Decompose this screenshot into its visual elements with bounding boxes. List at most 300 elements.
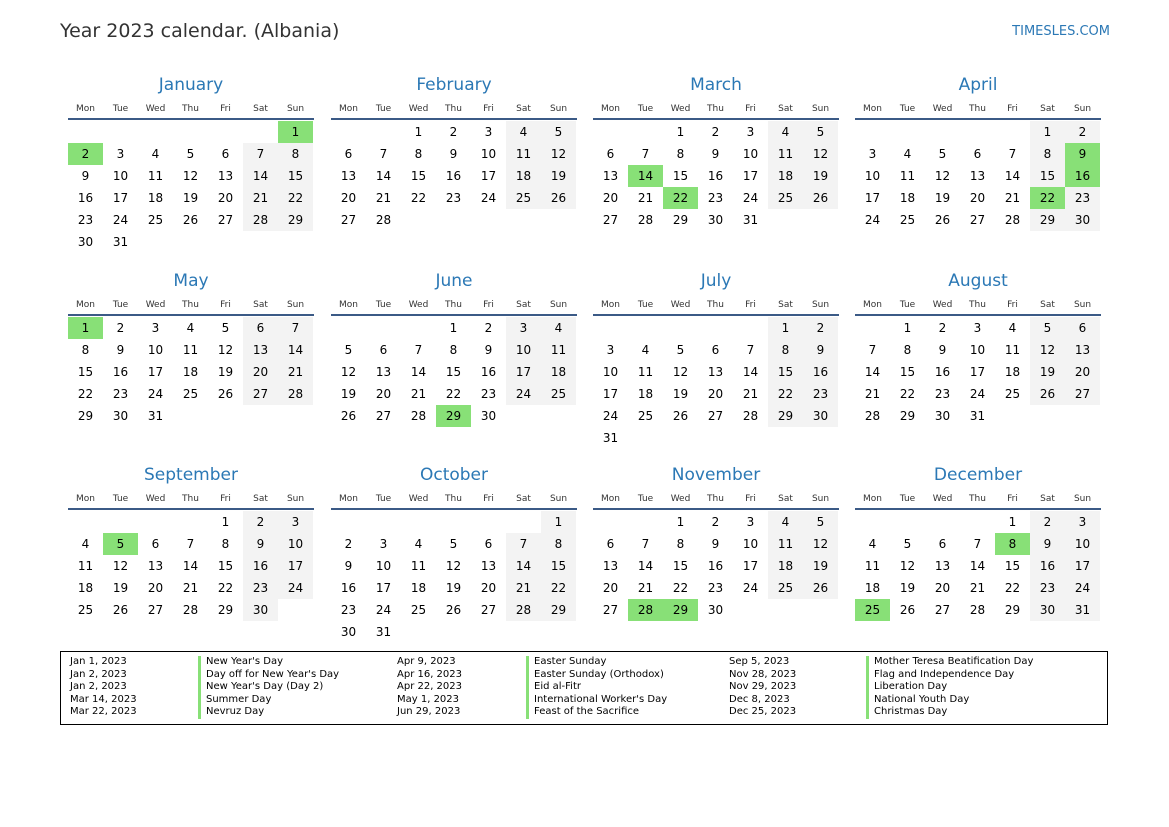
holiday-name: Day off for New Year's Day — [206, 668, 340, 680]
day-cell: 24 — [506, 383, 541, 405]
day-cell: 21 — [969, 581, 986, 595]
day-grid — [68, 511, 314, 643]
day-cell: 3 — [746, 125, 755, 139]
weekday-label: Sat — [778, 300, 793, 310]
weekday-label: Fri — [483, 300, 494, 310]
day-cell: 19 — [672, 387, 689, 401]
weekday-label: Thu — [707, 300, 724, 310]
day-cell: 20 — [217, 191, 234, 205]
weekday-label: Thu — [969, 104, 986, 114]
day-cell: 21 — [278, 361, 313, 383]
day-cell: 28 — [1004, 213, 1021, 227]
day-cell: 31 — [375, 625, 392, 639]
day-cell: 18 — [899, 191, 916, 205]
weekday-label: Sat — [253, 104, 268, 114]
holiday-name: Nevruz Day — [206, 706, 265, 718]
weekday-label: Wed — [670, 494, 691, 504]
weekday-label: Sat — [516, 494, 531, 504]
day-grid — [331, 317, 577, 449]
weekday-label: Sat — [253, 300, 268, 310]
day-cell: 26 — [541, 187, 576, 209]
day-cell: 25 — [541, 383, 576, 405]
legend-color-bar — [526, 656, 529, 719]
day-cell: 6 — [973, 147, 982, 161]
header-rule — [855, 314, 1101, 316]
day-cell: 14 — [637, 559, 654, 573]
weekday-label: Thu — [969, 494, 986, 504]
day-grid — [331, 511, 577, 643]
day-cell: 11 — [1004, 343, 1021, 357]
weekday-label: Sat — [516, 300, 531, 310]
day-cell: 31 — [602, 431, 619, 445]
month-july — [593, 266, 839, 449]
day-cell: 30 — [803, 405, 838, 427]
weekday-label: Sat — [516, 104, 531, 114]
day-cell: 8 — [449, 343, 458, 357]
day-cell: 8 — [278, 143, 313, 165]
day-cell: 3 — [379, 537, 388, 551]
weekday-label: Thu — [445, 300, 462, 310]
day-cell: 27 — [934, 603, 951, 617]
day-cell: 16 — [112, 365, 129, 379]
weekday-label: Mon — [339, 300, 358, 310]
day-cell: 20 — [602, 191, 619, 205]
day-cell: 5 — [344, 343, 353, 357]
weekday-label: Fri — [745, 300, 756, 310]
month-november — [593, 460, 839, 643]
day-cell: 24 — [602, 409, 619, 423]
day-cell: 8 — [676, 537, 685, 551]
day-cell: 12 — [541, 143, 576, 165]
holiday-name: Mother Teresa Beatification Day — [874, 656, 1034, 667]
day-cell: 12 — [340, 365, 357, 379]
day-cell: 22 — [541, 577, 576, 599]
day-cell: 17 — [742, 559, 759, 573]
day-cell: 31 — [147, 409, 164, 423]
holiday-day-cell: 16 — [1065, 165, 1100, 187]
day-cell: 10 — [506, 339, 541, 361]
day-cell: 26 — [672, 409, 689, 423]
day-cell: 16 — [707, 559, 724, 573]
header-rule — [593, 508, 839, 510]
day-cell: 2 — [344, 537, 353, 551]
day-cell: 30 — [243, 599, 278, 621]
day-cell: 10 — [480, 147, 497, 161]
weekday-label: Mon — [76, 300, 95, 310]
day-cell: 9 — [711, 147, 720, 161]
weekday-header — [331, 490, 577, 508]
weekday-label: Sat — [1040, 494, 1055, 504]
day-cell: 9 — [449, 147, 458, 161]
day-cell: 24 — [969, 387, 986, 401]
day-cell: 3 — [606, 343, 615, 357]
holiday-name: Easter Sunday (Orthodox) — [534, 668, 664, 680]
day-cell: 28 — [742, 409, 759, 423]
weekday-label: Fri — [745, 494, 756, 504]
weekday-label: Thu — [182, 300, 199, 310]
day-cell: 8 — [768, 339, 803, 361]
day-cell: 3 — [116, 147, 125, 161]
day-cell: 15 — [445, 365, 462, 379]
weekday-label: Thu — [445, 494, 462, 504]
day-cell: 23 — [445, 191, 462, 205]
day-cell: 28 — [182, 603, 199, 617]
day-cell: 4 — [186, 321, 195, 335]
weekday-label: Wed — [408, 104, 429, 114]
legend-color-bar — [198, 656, 201, 719]
day-cell: 4 — [903, 147, 912, 161]
day-cell: 13 — [969, 169, 986, 183]
day-cell: 5 — [676, 343, 685, 357]
day-cell: 11 — [410, 559, 427, 573]
day-cell: 8 — [1030, 143, 1065, 165]
day-cell: 3 — [278, 511, 313, 533]
day-cell: 15 — [278, 165, 313, 187]
day-cell: 19 — [541, 165, 576, 187]
day-cell: 9 — [243, 533, 278, 555]
day-grid — [593, 121, 839, 253]
holiday-date: Nov 29, 2023 — [729, 681, 797, 693]
brand-link[interactable]: TIMESLES.COM — [1012, 24, 1110, 39]
weekday-label: Tue — [637, 494, 654, 504]
weekday-label: Thu — [182, 494, 199, 504]
day-grid — [331, 121, 577, 253]
header-rule — [68, 508, 314, 510]
day-cell: 13 — [602, 559, 619, 573]
holiday-date: Nov 28, 2023 — [729, 668, 797, 680]
weekday-label: Tue — [112, 494, 129, 504]
day-grid — [68, 121, 314, 253]
day-cell: 17 — [864, 191, 881, 205]
weekday-label: Tue — [112, 300, 129, 310]
weekday-label: Mon — [76, 104, 95, 114]
weekday-label: Sat — [1040, 104, 1055, 114]
month-june — [331, 266, 577, 449]
day-cell: 22 — [1004, 581, 1021, 595]
day-cell: 18 — [768, 165, 803, 187]
day-cell: 24 — [742, 191, 759, 205]
day-cell: 27 — [340, 213, 357, 227]
weekday-label: Wed — [932, 494, 953, 504]
weekday-label: Fri — [1007, 104, 1018, 114]
weekday-label: Mon — [863, 494, 882, 504]
day-cell: 23 — [480, 387, 497, 401]
day-cell: 3 — [506, 317, 541, 339]
header-rule — [68, 118, 314, 120]
day-cell: 23 — [340, 603, 357, 617]
weekday-label: Sun — [811, 494, 830, 504]
month-december — [855, 460, 1101, 643]
legend-color-bar — [866, 656, 869, 719]
day-cell: 16 — [1030, 555, 1065, 577]
day-cell: 5 — [803, 121, 838, 143]
day-cell: 7 — [379, 147, 388, 161]
month-august — [855, 266, 1101, 449]
day-cell: 26 — [1030, 383, 1065, 405]
day-cell: 2 — [711, 515, 720, 529]
day-cell: 20 — [1065, 361, 1100, 383]
holiday-day-cell: 5 — [103, 533, 138, 555]
holiday-day-cell: 29 — [436, 405, 471, 427]
holiday-date: Apr 22, 2023 — [397, 681, 463, 693]
day-cell: 12 — [182, 169, 199, 183]
day-cell: 2 — [938, 321, 947, 335]
legend-names — [206, 656, 339, 719]
holiday-day-cell: 22 — [1030, 187, 1065, 209]
page-title: Year 2023 calendar. (Albania) — [60, 20, 340, 42]
day-cell: 1 — [221, 515, 230, 529]
day-cell: 15 — [217, 559, 234, 573]
day-cell: 23 — [1065, 187, 1100, 209]
day-cell: 28 — [375, 213, 392, 227]
weekday-label: Wed — [932, 300, 953, 310]
day-cell: 11 — [147, 169, 164, 183]
day-cell: 23 — [1030, 577, 1065, 599]
day-cell: 21 — [637, 581, 654, 595]
day-cell: 25 — [147, 213, 164, 227]
day-cell: 3 — [1065, 511, 1100, 533]
day-cell: 29 — [1004, 603, 1021, 617]
day-cell: 22 — [410, 191, 427, 205]
day-cell: 26 — [803, 577, 838, 599]
day-cell: 27 — [1065, 383, 1100, 405]
day-cell: 18 — [147, 191, 164, 205]
day-cell: 29 — [672, 213, 689, 227]
day-cell: 20 — [375, 387, 392, 401]
day-cell: 21 — [243, 187, 278, 209]
day-cell: 11 — [506, 143, 541, 165]
day-cell: 21 — [742, 387, 759, 401]
day-cell: 19 — [1030, 361, 1065, 383]
weekday-label: Tue — [112, 104, 129, 114]
day-cell: 21 — [410, 387, 427, 401]
day-cell: 19 — [803, 165, 838, 187]
header-rule — [593, 118, 839, 120]
day-cell: 1 — [1008, 515, 1017, 529]
weekday-header — [593, 100, 839, 118]
holiday-date: Jan 2, 2023 — [70, 681, 127, 693]
day-cell: 22 — [768, 383, 803, 405]
holiday-day-cell: 8 — [995, 533, 1030, 555]
weekday-header — [855, 490, 1101, 508]
day-cell: 14 — [278, 339, 313, 361]
day-cell: 3 — [151, 321, 160, 335]
holiday-date: Dec 25, 2023 — [729, 706, 797, 718]
day-cell: 8 — [221, 537, 230, 551]
day-cell: 9 — [116, 343, 125, 357]
day-cell: 25 — [1004, 387, 1021, 401]
day-cell: 2 — [1065, 121, 1100, 143]
day-cell: 3 — [973, 321, 982, 335]
day-cell: 17 — [742, 169, 759, 183]
day-cell: 12 — [217, 343, 234, 357]
weekday-label: Mon — [601, 104, 620, 114]
weekday-label: Mon — [863, 300, 882, 310]
day-cell: 20 — [602, 581, 619, 595]
day-cell: 27 — [147, 603, 164, 617]
day-cell: 6 — [1065, 317, 1100, 339]
day-cell: 19 — [445, 581, 462, 595]
weekday-label: Fri — [220, 104, 231, 114]
weekday-label: Wed — [408, 494, 429, 504]
day-cell: 23 — [707, 191, 724, 205]
weekday-label: Fri — [483, 494, 494, 504]
day-cell: 28 — [410, 409, 427, 423]
day-cell: 2 — [449, 125, 458, 139]
weekday-label: Tue — [899, 494, 916, 504]
day-cell: 1 — [676, 515, 685, 529]
day-cell: 4 — [151, 147, 160, 161]
holiday-name: International Worker's Day — [534, 693, 668, 705]
day-cell: 27 — [243, 383, 278, 405]
day-grid — [68, 317, 314, 449]
day-cell: 7 — [186, 537, 195, 551]
day-cell: 7 — [868, 343, 877, 357]
day-cell: 13 — [375, 365, 392, 379]
day-cell: 17 — [112, 191, 129, 205]
day-cell: 5 — [903, 537, 912, 551]
day-cell: 22 — [217, 581, 234, 595]
day-cell: 25 — [637, 409, 654, 423]
weekday-label: Tue — [637, 300, 654, 310]
day-cell: 19 — [112, 581, 129, 595]
day-cell: 4 — [868, 537, 877, 551]
holiday-name: Eid al-Fitr — [534, 681, 581, 693]
month-march — [593, 70, 839, 253]
day-grid — [855, 317, 1101, 449]
day-cell: 15 — [672, 559, 689, 573]
day-cell: 27 — [480, 603, 497, 617]
day-cell: 24 — [1065, 577, 1100, 599]
holiday-date: Sep 5, 2023 — [729, 656, 790, 667]
day-cell: 5 — [803, 511, 838, 533]
day-cell: 1 — [1030, 121, 1065, 143]
day-cell: 23 — [77, 213, 94, 227]
day-cell: 27 — [602, 603, 619, 617]
day-cell: 17 — [506, 361, 541, 383]
day-cell: 16 — [934, 365, 951, 379]
day-cell: 10 — [742, 537, 759, 551]
day-cell: 15 — [672, 169, 689, 183]
holiday-name: National Youth Day — [874, 693, 970, 705]
day-cell: 18 — [864, 581, 881, 595]
day-cell: 9 — [344, 559, 353, 573]
day-cell: 31 — [112, 235, 129, 249]
weekday-label: Tue — [375, 494, 392, 504]
day-cell: 6 — [484, 537, 493, 551]
holiday-day-cell: 28 — [628, 599, 663, 621]
month-april — [855, 70, 1101, 253]
day-cell: 9 — [1030, 533, 1065, 555]
day-cell: 17 — [278, 555, 313, 577]
legend-dates — [397, 656, 462, 719]
day-cell: 2 — [243, 511, 278, 533]
day-cell: 30 — [707, 213, 724, 227]
day-cell: 24 — [375, 603, 392, 617]
day-cell: 6 — [221, 147, 230, 161]
weekday-label: Fri — [220, 494, 231, 504]
holiday-name: Easter Sunday — [534, 656, 607, 667]
day-cell: 11 — [637, 365, 654, 379]
day-cell: 26 — [112, 603, 129, 617]
day-cell: 17 — [602, 387, 619, 401]
month-title: December — [933, 465, 1023, 485]
legend-names — [534, 656, 667, 719]
holiday-name: Summer Day — [206, 693, 272, 705]
day-cell: 18 — [182, 365, 199, 379]
day-cell: 5 — [938, 147, 947, 161]
day-cell: 18 — [541, 361, 576, 383]
month-title: June — [435, 271, 473, 291]
weekday-label: Sun — [286, 300, 305, 310]
weekday-label: Mon — [76, 494, 95, 504]
day-cell: 6 — [243, 317, 278, 339]
day-cell: 17 — [1065, 555, 1100, 577]
weekday-label: Thu — [445, 104, 462, 114]
day-cell: 24 — [278, 577, 313, 599]
day-cell: 12 — [803, 143, 838, 165]
day-cell: 14 — [375, 169, 392, 183]
weekday-header — [855, 100, 1101, 118]
weekday-label: Sun — [1073, 494, 1092, 504]
weekday-label: Mon — [339, 104, 358, 114]
month-february — [331, 70, 577, 253]
weekday-label: Sun — [1073, 300, 1092, 310]
day-cell: 21 — [1004, 191, 1021, 205]
day-cell: 6 — [151, 537, 160, 551]
day-cell: 17 — [480, 169, 497, 183]
weekday-label: Thu — [707, 104, 724, 114]
holiday-name: Christmas Day — [874, 706, 948, 718]
day-cell: 3 — [746, 515, 755, 529]
month-october — [331, 460, 577, 643]
day-cell: 11 — [768, 143, 803, 165]
holiday-name: New Year's Day (Day 2) — [206, 681, 324, 693]
day-cell: 23 — [112, 387, 129, 401]
day-cell: 16 — [803, 361, 838, 383]
day-cell: 12 — [899, 559, 916, 573]
day-cell: 27 — [375, 409, 392, 423]
day-cell: 25 — [506, 187, 541, 209]
weekday-label: Sun — [286, 494, 305, 504]
day-cell: 18 — [506, 165, 541, 187]
day-cell: 26 — [340, 409, 357, 423]
month-january — [68, 70, 314, 253]
day-cell: 8 — [414, 147, 423, 161]
day-cell: 25 — [768, 577, 803, 599]
day-cell: 25 — [182, 387, 199, 401]
day-cell: 11 — [182, 343, 199, 357]
day-cell: 4 — [81, 537, 90, 551]
weekday-label: Fri — [1007, 494, 1018, 504]
day-cell: 20 — [707, 387, 724, 401]
weekday-label: Sat — [253, 494, 268, 504]
day-cell: 27 — [707, 409, 724, 423]
day-cell: 25 — [410, 603, 427, 617]
weekday-label: Fri — [1007, 300, 1018, 310]
day-cell: 20 — [969, 191, 986, 205]
weekday-label: Thu — [182, 104, 199, 114]
day-cell: 19 — [182, 191, 199, 205]
day-cell: 13 — [707, 365, 724, 379]
weekday-label: Sun — [549, 494, 568, 504]
weekday-label: Thu — [707, 494, 724, 504]
weekday-label: Mon — [339, 494, 358, 504]
day-cell: 20 — [340, 191, 357, 205]
day-cell: 4 — [768, 511, 803, 533]
day-cell: 13 — [1065, 339, 1100, 361]
day-cell: 30 — [340, 625, 357, 639]
